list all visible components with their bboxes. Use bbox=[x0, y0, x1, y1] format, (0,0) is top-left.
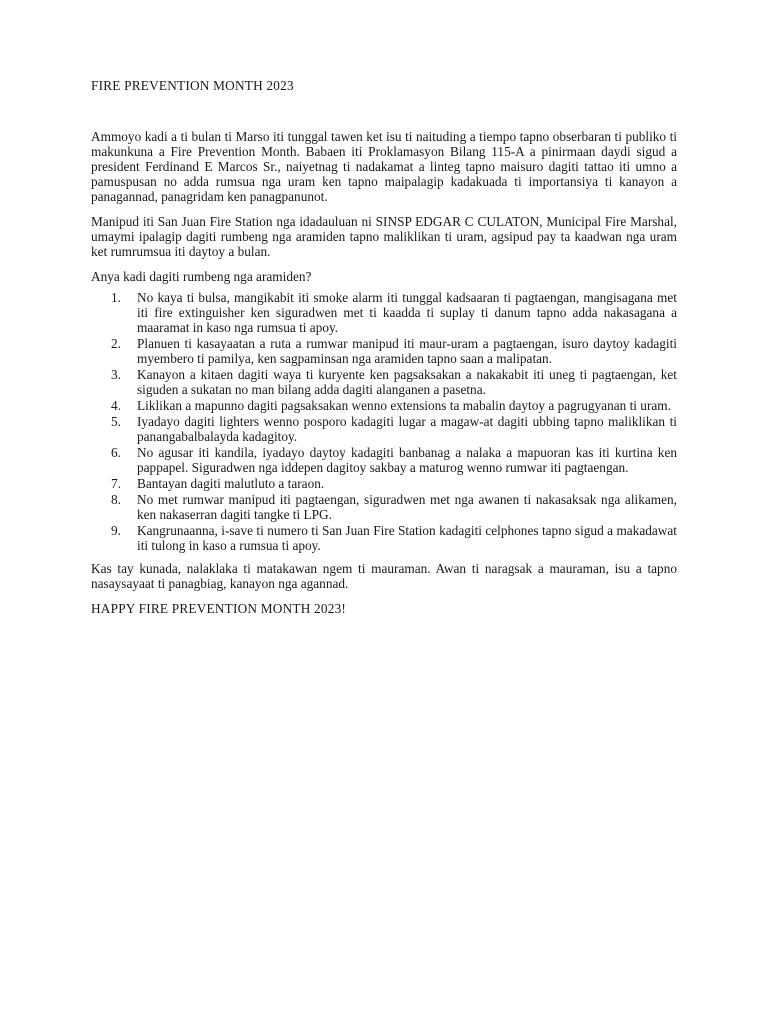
sign-off: HAPPY FIRE PREVENTION MONTH 2023! bbox=[91, 601, 347, 616]
list-item-number: 8. bbox=[111, 492, 121, 507]
prevention-list bbox=[91, 290, 677, 553]
list-item-number: 5. bbox=[111, 414, 121, 429]
list-item-text: Kanayon a kitaen dagiti waya ti kuryente ken pagsaksakan a nakakabit iti uneg ti pagtaengan, ket siguden a sukatan no man bilang adda dagiti alanganen a pasetna. bbox=[137, 367, 677, 397]
list-item bbox=[91, 414, 677, 444]
list-item-number: 9. bbox=[111, 523, 121, 538]
closing-paragraph: Kas tay kunada, nalaklaka ti matakawan ngem ti mauraman. Awan ti naragsak a mauraman, isu a tapno nasaysayaat ti panagbiag, kanayon nga agannad. bbox=[91, 561, 677, 591]
list-item bbox=[91, 476, 677, 491]
list-item-text: Bantayan dagiti malutluto a taraon. bbox=[137, 476, 325, 491]
list-item-number: 1. bbox=[111, 290, 121, 305]
list-item-number: 6. bbox=[111, 445, 121, 460]
document-title: FIRE PREVENTION MONTH 2023 bbox=[91, 78, 294, 93]
list-item bbox=[91, 523, 677, 553]
list-item bbox=[91, 398, 677, 413]
list-item-number: 4. bbox=[111, 398, 121, 413]
list-item-text: Planuen ti kasayaatan a ruta a rumwar manipud iti maur-uram a pagtaengan, isuro daytoy kadagiti myembero ti pamilya, ken sagpaminsan nga aramiden tapno saan a malipatan. bbox=[137, 336, 677, 366]
list-item-text: No kaya ti bulsa, mangikabit iti smoke alarm iti tunggal kadsaaran ti pagtaengan, mangisagana met iti fire extinguisher ken siguradwen met ti kaadda ti suplay ti danum tapno adda nakasagana a maaramat in kaso nga rumsua ti apoy. bbox=[137, 290, 677, 335]
list-item bbox=[91, 492, 677, 522]
list-item-text: No agusar iti kandila, iyadayo daytoy kadagiti banbanag a nalaka a mapuoran kas iti kurtina ken pappapel. Siguradwen nga iddepen dagitoy sakbay a maturog wenno rumwar iti pagtaengan. bbox=[137, 445, 677, 475]
list-item-number: 2. bbox=[111, 336, 121, 351]
list-item-text: No met rumwar manipud iti pagtaengan, siguradwen met nga awanen ti nakasaksak nga alikamen, ken nakaserran dagiti tangke ti LPG. bbox=[137, 492, 677, 522]
fire-station-paragraph: Manipud iti San Juan Fire Station nga idadauluan ni SINSP EDGAR C CULATON, Municipal Fire Marshal, umaymi ipalagip dagiti rumbeng nga aramiden tapno maliklikan ti uram, agsipud pay ta kaadwan nga uram ket rumrumsua iti daytoy a bulan. bbox=[91, 214, 677, 259]
list-item bbox=[91, 367, 677, 397]
list-item-text: Iyadayo dagiti lighters wenno posporo kadagiti lugar a magaw-at dagiti ubbing tapno maliklikan ti panangabalbalayda kadagitoy. bbox=[137, 414, 677, 444]
list-question: Anya kadi dagiti rumbeng nga aramiden? bbox=[91, 269, 312, 284]
list-item-text: Kangrunaanna, i-save ti numero ti San Juan Fire Station kadagiti celphones tapno sigud a makadawat iti tulong in kaso a rumsua ti apoy. bbox=[137, 523, 677, 553]
list-item-number: 3. bbox=[111, 367, 121, 382]
list-item bbox=[91, 445, 677, 475]
list-item bbox=[91, 290, 677, 335]
list-item-number: 7. bbox=[111, 476, 121, 491]
intro-paragraph: Ammoyo kadi a ti bulan ti Marso iti tunggal tawen ket isu ti naituding a tiempo tapno obserbaran ti publiko ti makunkuna a Fire Prevention Month. Babaen iti Proklamasyon Bilang 115-A a pinirmaan daydi sigud a president Ferdinand E Marcos Sr., naiyetnag ti nadakamat a linteg tapno maisuro dagiti tattao iti umno a pamuspusan no adda rumsua nga uram ken tapno maipalagip kadakuada ti importansiya ti kanayon a panagannad, panagridam ken panagpanunot. bbox=[91, 129, 677, 204]
list-item-text: Liklikan a mapunno dagiti pagsaksakan wenno extensions ta mabalin daytoy a pagrugyanan ti uram. bbox=[137, 398, 671, 413]
list-item bbox=[91, 336, 677, 366]
